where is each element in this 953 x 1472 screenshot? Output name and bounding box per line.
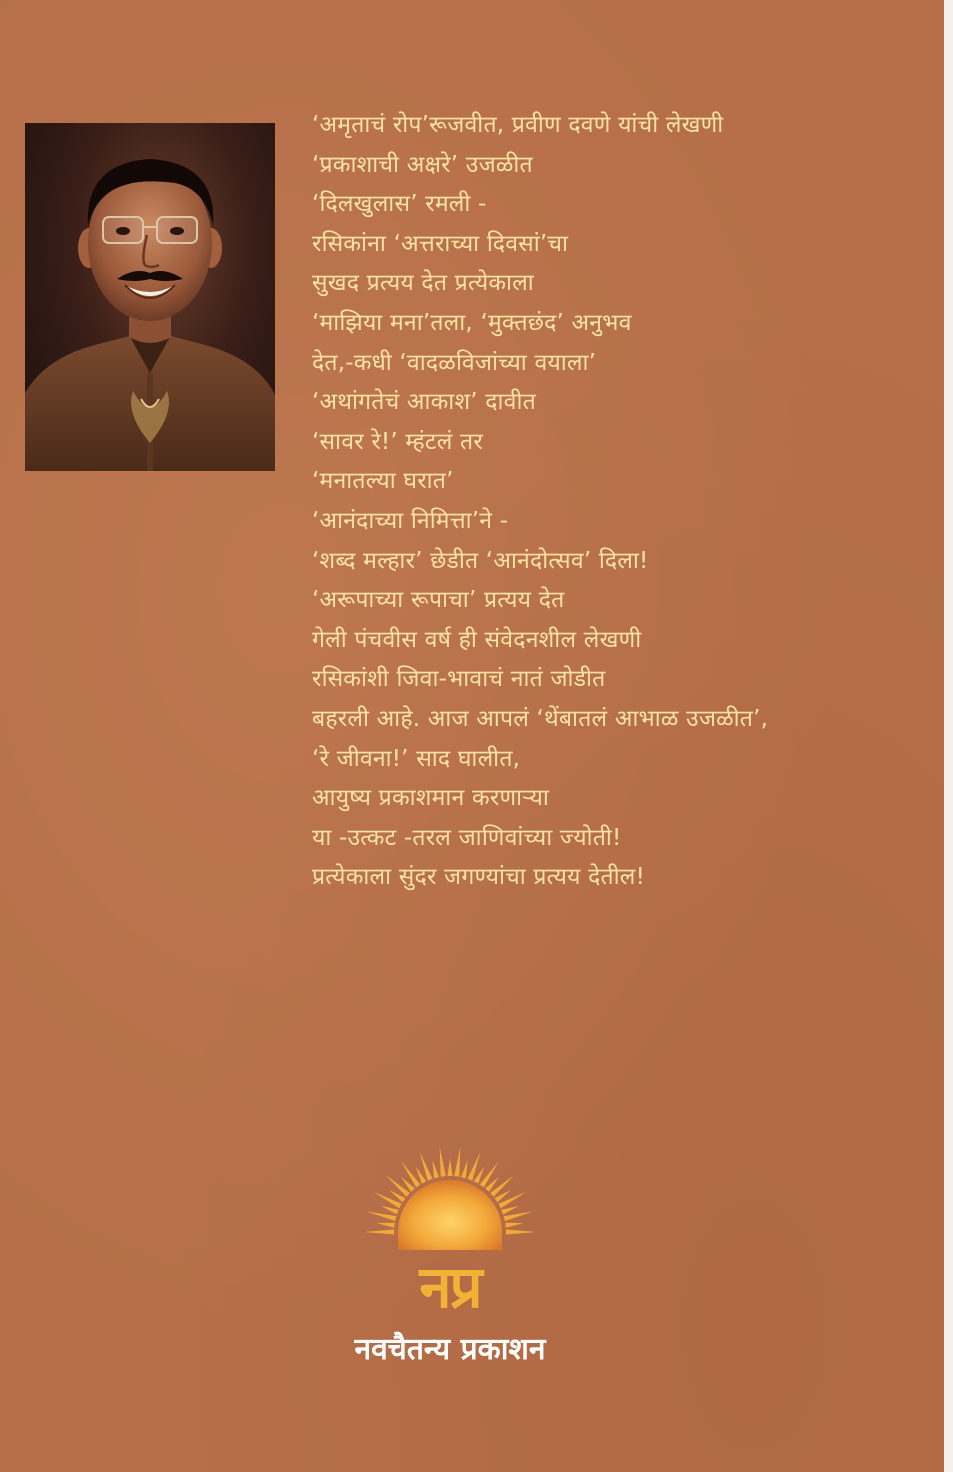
sun-ray-icon <box>454 1147 460 1177</box>
blurb-line: ‘अथांगतेचं आकाश’ दावीत <box>312 389 536 416</box>
blurb-line: ‘आनंदाच्या निमित्ता’ने - <box>312 507 509 534</box>
sun-ray-icon <box>461 1160 468 1178</box>
blurb-line: देत,-कधी ‘वादळविजांच्या वयाला’ <box>312 349 597 376</box>
sun-ray-icon <box>432 1160 439 1178</box>
blurb-line: गेली पंचवीस वर्ष ही संवेदनशील लेखणी <box>312 626 642 653</box>
publisher-name: नवचैतन्य प्रकाशन <box>354 1332 546 1367</box>
publisher-logo-letters: नप्र <box>419 1253 481 1321</box>
blurb-line: ‘अरूपाच्या रूपाचा’ प्रत्यय देत <box>312 587 565 614</box>
blurb-line: या -उत्कट -तरल जाणिवांच्या ज्योती! <box>312 824 622 851</box>
sun-ray-icon <box>364 1229 394 1234</box>
sun-ray-icon <box>504 1211 534 1221</box>
blurb-line: आयुष्य प्रकाशमान करणाऱ्या <box>312 785 550 812</box>
sun-ray-icon <box>447 1158 452 1176</box>
sun-ray-icon <box>366 1211 396 1221</box>
sun-ray-icon <box>377 1223 395 1228</box>
sun-ray-icon <box>440 1147 446 1177</box>
blurb-line: ‘माझिया मना’तला, ‘मुक्तछंद’ अनुभव <box>312 309 632 336</box>
blurb-line: ‘दिलखुलास’ रमली - <box>312 191 487 218</box>
sun-ray-icon <box>480 1161 499 1187</box>
sun-ray-icon <box>505 1223 523 1228</box>
blurb-line: बहरली आहे. आज आपलं ‘थेंबातलं आभाळ उजळीत’, <box>312 705 769 732</box>
blurb-line: रसिकांशी जिवा-भावाचं नातं जोडीत <box>312 666 606 693</box>
blurb-line: रसिकांना ‘अत्तराच्या दिवसां’चा <box>312 230 569 257</box>
blurb-line: ‘अमृताचं रोप’रूजवीत, प्रवीण दवणे यांची लेखणी <box>312 112 724 138</box>
blurb-line: प्रत्येकाला सुंदर जगण्यांचा प्रत्यय देतील! <box>312 864 646 891</box>
blurb-line: ‘मनातल्या घरात’ <box>312 468 454 495</box>
sun-ray-icon <box>501 1206 519 1215</box>
blurb-line: ‘सावर रे!’ म्हंटलं तर <box>312 428 483 455</box>
sun-ray-icon <box>490 1175 514 1197</box>
blurb-line: ‘रे जीवना!’ साद घालीत, <box>312 745 521 772</box>
sun-ray-icon <box>386 1175 410 1197</box>
blurb-line: ‘प्रकाशाची अक्षरे’ उजळीत <box>312 151 533 178</box>
author-blurb <box>312 106 932 898</box>
sun-ray-icon <box>381 1206 399 1215</box>
author-portrait-icon <box>25 123 275 471</box>
sun-ray-icon <box>506 1229 536 1234</box>
sun-ray-icon <box>401 1161 420 1187</box>
blurb-line: सुखद प्रत्यय देत प्रत्येकाला <box>312 270 534 297</box>
author-photo <box>25 123 275 471</box>
blurb-line: ‘शब्द मल्हार’ छेडीत ‘आनंदोत्सव’ दिला! <box>312 547 649 574</box>
publisher-logo <box>300 1140 600 1370</box>
